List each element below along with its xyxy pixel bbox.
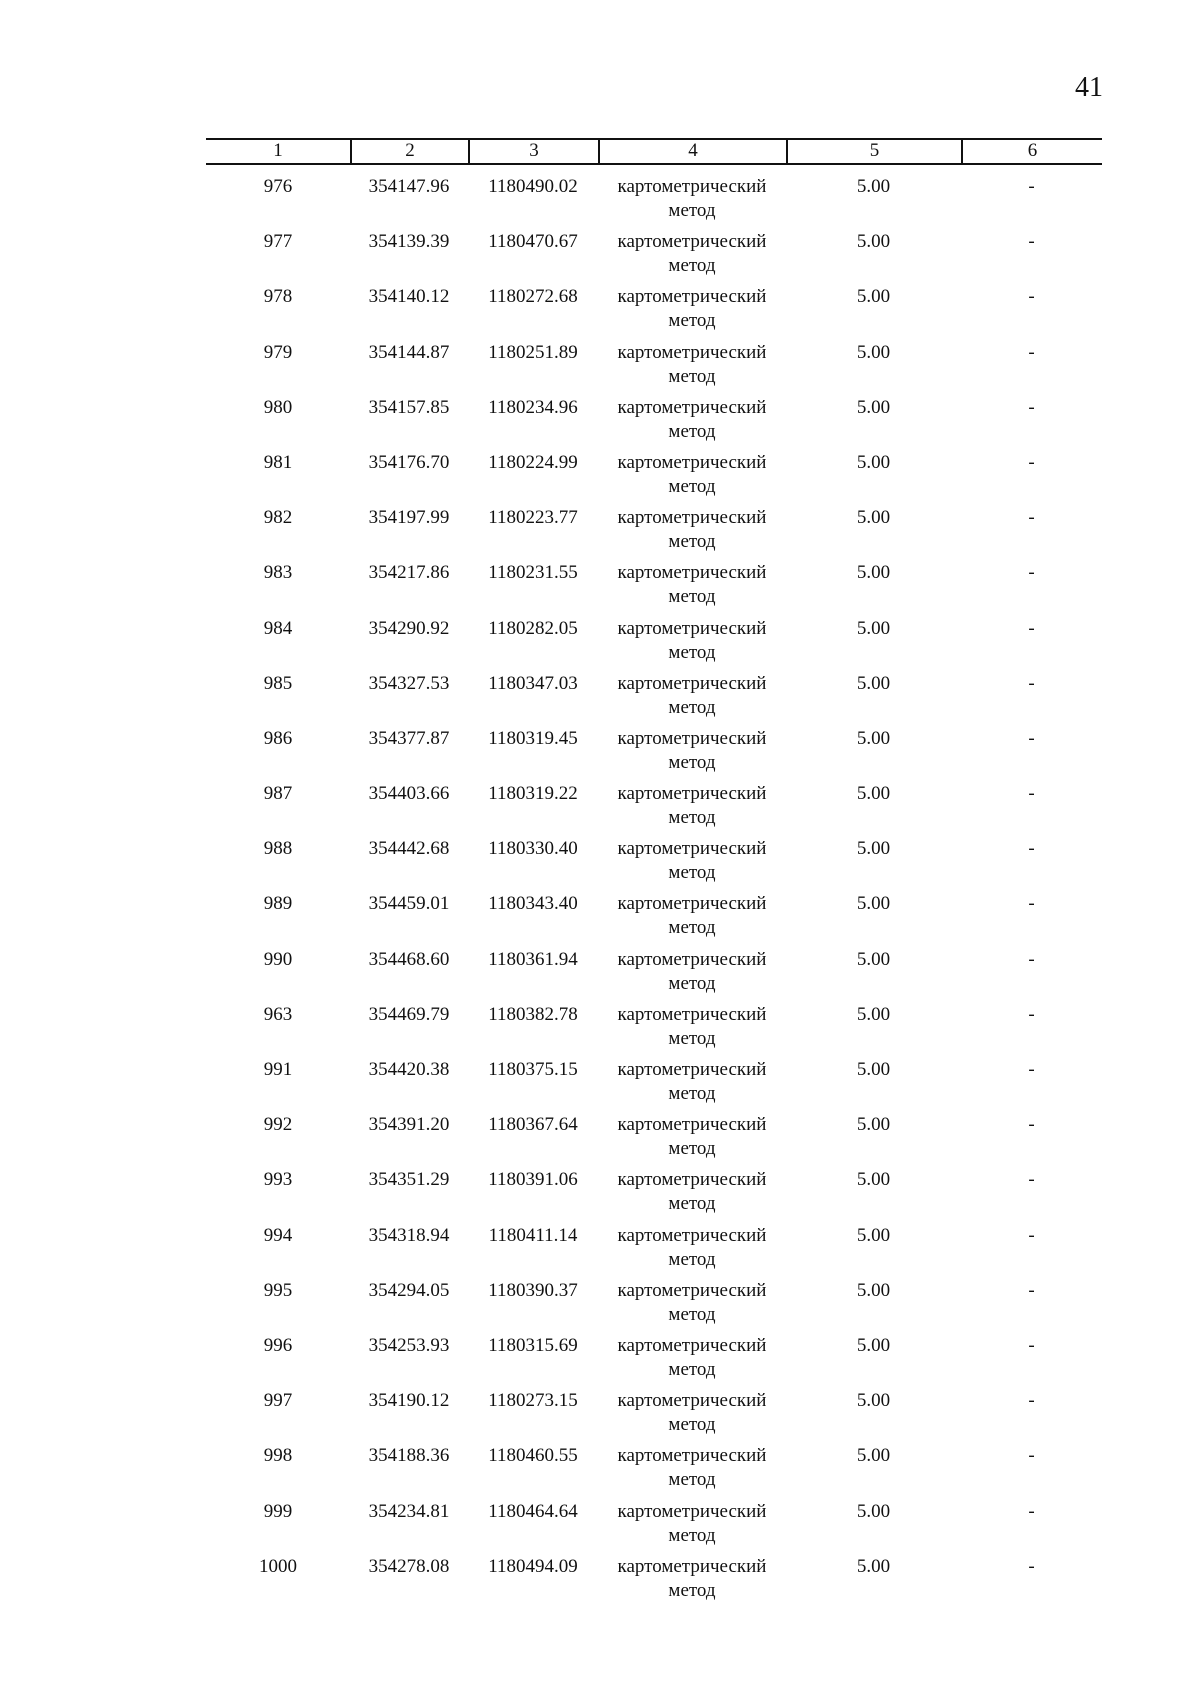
coord-y-cell: 1180391.06 bbox=[488, 1169, 578, 1191]
point-number-cell: 983 bbox=[263, 562, 293, 584]
note-cell: - bbox=[1028, 838, 1035, 860]
coord-y-cell: 1180390.37 bbox=[488, 1279, 578, 1301]
method-line-2: метод bbox=[668, 200, 716, 221]
point-number-cell: 984 bbox=[263, 617, 293, 639]
accuracy-cell: 5.00 bbox=[856, 783, 891, 805]
note-cell: - bbox=[1028, 727, 1035, 749]
note-cell: - bbox=[1028, 672, 1035, 694]
note-cell: - bbox=[1028, 507, 1035, 529]
method-cell bbox=[598, 1168, 786, 1223]
note-cell: - bbox=[1028, 893, 1035, 915]
table-row bbox=[206, 451, 1102, 506]
method-line-2: метод bbox=[668, 475, 716, 497]
header-col-2: 2 bbox=[350, 140, 468, 163]
table-row bbox=[206, 727, 1102, 782]
coord-y-cell: 1180494.09 bbox=[488, 1555, 578, 1577]
note-cell: - bbox=[1028, 231, 1035, 253]
coord-x-cell: 354157.85 bbox=[368, 396, 450, 418]
point-number-cell: 993 bbox=[263, 1169, 293, 1191]
table-row bbox=[206, 341, 1102, 396]
method-line-1: картометрический bbox=[617, 1390, 767, 1412]
method-cell bbox=[598, 782, 786, 837]
point-number-cell: 982 bbox=[263, 507, 293, 529]
method-cell bbox=[598, 396, 786, 451]
method-line-2: метод bbox=[668, 1248, 716, 1270]
method-cell bbox=[598, 175, 786, 230]
method-cell bbox=[598, 727, 786, 782]
accuracy-cell: 5.00 bbox=[856, 396, 891, 418]
coord-y-cell: 1180272.68 bbox=[488, 286, 578, 308]
note-cell: - bbox=[1028, 1224, 1035, 1246]
table-body bbox=[206, 175, 1102, 1610]
accuracy-cell: 5.00 bbox=[856, 1334, 891, 1356]
coord-y-cell: 1180319.22 bbox=[488, 783, 578, 805]
table-row bbox=[206, 1444, 1102, 1499]
point-number-cell: 976 bbox=[263, 176, 293, 197]
coord-x-cell: 354234.81 bbox=[368, 1500, 450, 1522]
method-line-1: картометрический bbox=[617, 451, 767, 473]
method-cell bbox=[598, 1444, 786, 1499]
method-line-1: картометрический bbox=[617, 838, 767, 860]
method-line-2: метод bbox=[668, 972, 716, 994]
coord-y-cell: 1180361.94 bbox=[488, 948, 578, 970]
accuracy-cell: 5.00 bbox=[856, 1555, 891, 1577]
point-number-cell: 988 bbox=[263, 838, 293, 860]
method-line-2: метод bbox=[668, 1524, 716, 1546]
accuracy-cell: 5.00 bbox=[856, 176, 891, 197]
note-cell: - bbox=[1028, 341, 1035, 363]
coord-x-cell: 354318.94 bbox=[368, 1224, 450, 1246]
method-line-2: метод bbox=[668, 255, 716, 277]
accuracy-cell: 5.00 bbox=[856, 1500, 891, 1522]
coord-y-cell: 1180330.40 bbox=[488, 838, 578, 860]
coord-x-cell: 354351.29 bbox=[368, 1169, 450, 1191]
method-line-2: метод bbox=[668, 917, 716, 939]
method-line-2: метод bbox=[668, 696, 716, 718]
table-row bbox=[206, 230, 1102, 285]
accuracy-cell: 5.00 bbox=[856, 948, 891, 970]
method-line-1: картометрический bbox=[617, 1059, 767, 1080]
coord-x-cell: 354468.60 bbox=[368, 948, 450, 970]
accuracy-cell: 5.00 bbox=[856, 1169, 891, 1191]
point-number-cell: 998 bbox=[263, 1445, 293, 1467]
note-cell: - bbox=[1028, 396, 1035, 418]
method-line-1: картометрический bbox=[617, 1003, 767, 1025]
point-number-cell: 991 bbox=[263, 1059, 293, 1080]
accuracy-cell: 5.00 bbox=[856, 672, 891, 694]
point-number-cell: 985 bbox=[263, 672, 293, 694]
note-cell: - bbox=[1028, 1003, 1035, 1025]
note-cell: - bbox=[1028, 562, 1035, 584]
method-line-2: метод bbox=[668, 1358, 716, 1380]
method-cell bbox=[598, 1389, 786, 1444]
coord-x-cell: 354197.99 bbox=[368, 507, 450, 529]
method-line-1: картометрический bbox=[617, 1224, 767, 1246]
accuracy-cell: 5.00 bbox=[856, 617, 891, 639]
method-line-1: картометрический bbox=[617, 1114, 767, 1136]
method-line-1: картометрический bbox=[617, 783, 767, 805]
accuracy-cell: 5.00 bbox=[856, 1279, 891, 1301]
method-line-1: картометрический bbox=[617, 231, 767, 253]
coord-y-cell: 1180375.15 bbox=[488, 1059, 578, 1080]
method-line-2: метод bbox=[668, 751, 716, 773]
point-number-cell: 1000 bbox=[259, 1555, 297, 1577]
coord-y-cell: 1180343.40 bbox=[488, 893, 578, 915]
coord-x-cell: 354459.01 bbox=[368, 893, 450, 915]
method-cell bbox=[598, 561, 786, 616]
method-line-2: метод bbox=[668, 1027, 716, 1049]
coord-x-cell: 354253.93 bbox=[368, 1334, 450, 1356]
method-line-1: картометрический bbox=[617, 1169, 767, 1191]
point-number-cell: 992 bbox=[263, 1114, 293, 1136]
point-number-cell: 981 bbox=[263, 451, 293, 473]
table-row bbox=[206, 285, 1102, 340]
method-line-1: картометрический bbox=[617, 396, 767, 418]
note-cell: - bbox=[1028, 1555, 1035, 1577]
header-col-4: 4 bbox=[598, 140, 786, 163]
table-row bbox=[206, 782, 1102, 837]
method-line-1: картометрический bbox=[617, 176, 767, 197]
coord-y-cell: 1180315.69 bbox=[488, 1334, 578, 1356]
method-line-2: метод bbox=[668, 365, 716, 387]
accuracy-cell: 5.00 bbox=[856, 1114, 891, 1136]
point-number-cell: 978 bbox=[263, 286, 293, 308]
point-number-cell: 979 bbox=[263, 341, 293, 363]
table-row bbox=[206, 1279, 1102, 1334]
page-number: 41 bbox=[1075, 72, 1103, 103]
coord-x-cell: 354139.39 bbox=[368, 231, 450, 253]
method-line-1: картометрический bbox=[617, 672, 767, 694]
method-cell bbox=[598, 451, 786, 506]
coord-x-cell: 354290.92 bbox=[368, 617, 450, 639]
point-number-cell: 997 bbox=[263, 1390, 293, 1412]
method-line-1: картометрический bbox=[617, 1279, 767, 1301]
method-cell bbox=[598, 892, 786, 947]
note-cell: - bbox=[1028, 451, 1035, 473]
method-line-1: картометрический bbox=[617, 617, 767, 639]
header-col-6: 6 bbox=[961, 140, 1102, 163]
table-row bbox=[206, 1058, 1102, 1113]
table-row bbox=[206, 1003, 1102, 1058]
point-number-cell: 987 bbox=[263, 783, 293, 805]
table-row bbox=[206, 1334, 1102, 1389]
accuracy-cell: 5.00 bbox=[856, 231, 891, 253]
method-line-2: метод bbox=[668, 1193, 716, 1215]
accuracy-cell: 5.00 bbox=[856, 507, 891, 529]
coord-y-cell: 1180223.77 bbox=[488, 507, 578, 529]
method-cell bbox=[598, 1224, 786, 1279]
table-row bbox=[206, 1224, 1102, 1279]
accuracy-cell: 5.00 bbox=[856, 1059, 891, 1080]
coord-y-cell: 1180464.64 bbox=[488, 1500, 578, 1522]
accuracy-cell: 5.00 bbox=[856, 1445, 891, 1467]
point-number-cell: 986 bbox=[263, 727, 293, 749]
method-cell bbox=[598, 506, 786, 561]
method-line-2: метод bbox=[668, 641, 716, 663]
coord-y-cell: 1180411.14 bbox=[488, 1224, 578, 1246]
method-cell bbox=[598, 672, 786, 727]
coord-x-cell: 354442.68 bbox=[368, 838, 450, 860]
coord-x-cell: 354327.53 bbox=[368, 672, 450, 694]
coord-x-cell: 354377.87 bbox=[368, 727, 450, 749]
method-cell bbox=[598, 230, 786, 285]
note-cell: - bbox=[1028, 617, 1035, 639]
point-number-cell: 996 bbox=[263, 1334, 293, 1356]
table-row bbox=[206, 1500, 1102, 1555]
note-cell: - bbox=[1028, 286, 1035, 308]
header-col-5: 5 bbox=[786, 140, 961, 163]
point-number-cell: 990 bbox=[263, 948, 293, 970]
accuracy-cell: 5.00 bbox=[856, 1390, 891, 1412]
table-row bbox=[206, 175, 1102, 230]
coord-y-cell: 1180382.78 bbox=[488, 1003, 578, 1025]
coord-y-cell: 1180251.89 bbox=[488, 341, 578, 363]
method-line-2: метод bbox=[668, 310, 716, 332]
method-line-2: метод bbox=[668, 1303, 716, 1325]
table-row bbox=[206, 1389, 1102, 1444]
coord-x-cell: 354403.66 bbox=[368, 783, 450, 805]
note-cell: - bbox=[1028, 783, 1035, 805]
method-line-2: метод bbox=[668, 531, 716, 553]
table-row bbox=[206, 1113, 1102, 1168]
note-cell: - bbox=[1028, 1059, 1035, 1080]
method-line-2: метод bbox=[668, 1414, 716, 1436]
method-cell bbox=[598, 341, 786, 396]
method-line-1: картометрический bbox=[617, 1334, 767, 1356]
point-number-cell: 994 bbox=[263, 1224, 293, 1246]
accuracy-cell: 5.00 bbox=[856, 1224, 891, 1246]
coord-x-cell: 354176.70 bbox=[368, 451, 450, 473]
table-header bbox=[206, 138, 1102, 165]
point-number-cell: 963 bbox=[263, 1003, 293, 1025]
accuracy-cell: 5.00 bbox=[856, 341, 891, 363]
coord-y-cell: 1180470.67 bbox=[488, 231, 578, 253]
coord-y-cell: 1180282.05 bbox=[488, 617, 578, 639]
coord-x-cell: 354140.12 bbox=[368, 286, 450, 308]
coord-x-cell: 354469.79 bbox=[368, 1003, 450, 1025]
method-line-1: картометрический bbox=[617, 286, 767, 308]
method-line-1: картометрический bbox=[617, 727, 767, 749]
point-number-cell: 980 bbox=[263, 396, 293, 418]
method-line-2: метод bbox=[668, 1579, 716, 1601]
coord-y-cell: 1180234.96 bbox=[488, 396, 578, 418]
coord-y-cell: 1180231.55 bbox=[488, 562, 578, 584]
coord-x-cell: 354420.38 bbox=[368, 1059, 450, 1080]
accuracy-cell: 5.00 bbox=[856, 1003, 891, 1025]
table-row bbox=[206, 396, 1102, 451]
accuracy-cell: 5.00 bbox=[856, 286, 891, 308]
coord-y-cell: 1180347.03 bbox=[488, 672, 578, 694]
coord-x-cell: 354294.05 bbox=[368, 1279, 450, 1301]
coordinates-table bbox=[206, 138, 1102, 1610]
coord-y-cell: 1180460.55 bbox=[488, 1445, 578, 1467]
point-number-cell: 977 bbox=[263, 231, 293, 253]
method-cell bbox=[598, 837, 786, 892]
method-line-1: картометрический bbox=[617, 562, 767, 584]
method-cell bbox=[598, 285, 786, 340]
table-row bbox=[206, 561, 1102, 616]
accuracy-cell: 5.00 bbox=[856, 727, 891, 749]
note-cell: - bbox=[1028, 176, 1035, 197]
method-line-2: метод bbox=[668, 1083, 716, 1104]
method-line-1: картометрический bbox=[617, 1555, 767, 1577]
coord-x-cell: 354278.08 bbox=[368, 1555, 450, 1577]
table-row bbox=[206, 1168, 1102, 1223]
table-row bbox=[206, 837, 1102, 892]
method-cell bbox=[598, 1279, 786, 1334]
accuracy-cell: 5.00 bbox=[856, 451, 891, 473]
method-cell bbox=[598, 948, 786, 1003]
coord-x-cell: 354144.87 bbox=[368, 341, 450, 363]
coord-x-cell: 354190.12 bbox=[368, 1390, 450, 1412]
note-cell: - bbox=[1028, 1169, 1035, 1191]
note-cell: - bbox=[1028, 948, 1035, 970]
coord-y-cell: 1180273.15 bbox=[488, 1390, 578, 1412]
method-line-2: метод bbox=[668, 807, 716, 829]
coord-x-cell: 354391.20 bbox=[368, 1114, 450, 1136]
method-cell bbox=[598, 1555, 786, 1610]
note-cell: - bbox=[1028, 1445, 1035, 1467]
method-cell bbox=[598, 617, 786, 672]
header-col-1: 1 bbox=[273, 140, 283, 161]
method-line-1: картометрический bbox=[617, 948, 767, 970]
method-cell bbox=[598, 1334, 786, 1389]
method-cell bbox=[598, 1058, 786, 1113]
coord-y-cell: 1180224.99 bbox=[488, 451, 578, 473]
accuracy-cell: 5.00 bbox=[856, 838, 891, 860]
method-line-2: метод bbox=[668, 1138, 716, 1160]
header-col-3: 3 bbox=[468, 140, 598, 163]
table-row bbox=[206, 1555, 1102, 1610]
method-line-2: метод bbox=[668, 862, 716, 884]
note-cell: - bbox=[1028, 1279, 1035, 1301]
coord-x-cell: 354217.86 bbox=[368, 562, 450, 584]
method-cell bbox=[598, 1003, 786, 1058]
point-number-cell: 999 bbox=[263, 1500, 293, 1522]
accuracy-cell: 5.00 bbox=[856, 893, 891, 915]
table-row bbox=[206, 672, 1102, 727]
table-row bbox=[206, 617, 1102, 672]
method-line-1: картометрический bbox=[617, 507, 767, 529]
coord-y-cell: 1180319.45 bbox=[488, 727, 578, 749]
method-line-2: метод bbox=[668, 420, 716, 442]
coord-y-cell: 1180367.64 bbox=[488, 1114, 578, 1136]
note-cell: - bbox=[1028, 1500, 1035, 1522]
note-cell: - bbox=[1028, 1390, 1035, 1412]
method-line-1: картометрический bbox=[617, 1500, 767, 1522]
method-line-2: метод bbox=[668, 1469, 716, 1491]
method-line-1: картометрический bbox=[617, 1445, 767, 1467]
table-row bbox=[206, 506, 1102, 561]
method-line-1: картометрический bbox=[617, 893, 767, 915]
table-row bbox=[206, 892, 1102, 947]
coord-x-cell: 354188.36 bbox=[368, 1445, 450, 1467]
method-line-1: картометрический bbox=[617, 341, 767, 363]
coord-x-cell: 354147.96 bbox=[368, 176, 450, 197]
method-cell bbox=[598, 1500, 786, 1555]
note-cell: - bbox=[1028, 1114, 1035, 1136]
method-cell bbox=[598, 1113, 786, 1168]
note-cell: - bbox=[1028, 1334, 1035, 1356]
table-row bbox=[206, 948, 1102, 1003]
method-line-2: метод bbox=[668, 586, 716, 608]
point-number-cell: 995 bbox=[263, 1279, 293, 1301]
coord-y-cell: 1180490.02 bbox=[488, 176, 578, 197]
accuracy-cell: 5.00 bbox=[856, 562, 891, 584]
point-number-cell: 989 bbox=[263, 893, 293, 915]
